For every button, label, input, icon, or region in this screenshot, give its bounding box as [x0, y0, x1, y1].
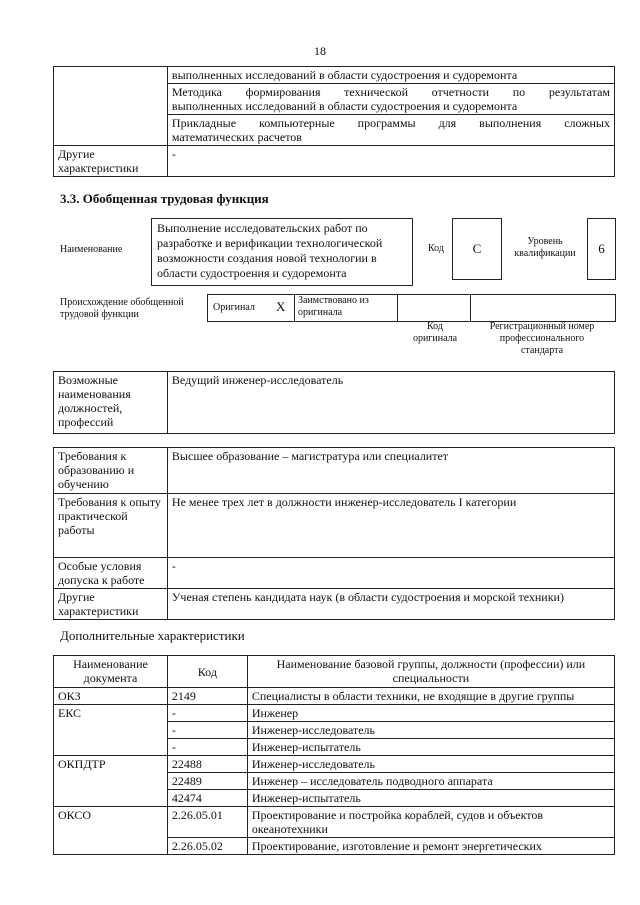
requirement-value: Не менее трех лет в должности инженер-исследователь I категории: [167, 494, 614, 558]
table-cell: [167, 115, 614, 146]
code-label: Код: [428, 243, 444, 254]
code-cell: 2.26.05.02: [167, 838, 247, 855]
doc-cell: ОКЗ: [54, 688, 168, 705]
header-cell: Код: [167, 656, 247, 688]
table-cell: [54, 67, 168, 146]
requirement-value: -: [167, 558, 614, 589]
requirement-label: Особые условия допуска к работе: [54, 558, 168, 589]
table-cell: выполненных исследований в области судостроения и судоремонта: [167, 67, 614, 84]
cell-line: Методика формирования технической отчетности по результатам: [171, 85, 610, 99]
divider: [470, 294, 471, 321]
requirement-value: Ученая степень кандидата наук (в области судостроения и морской техники): [167, 589, 614, 620]
reg-number-caption: Регистрационный номер профессионального стандарта: [489, 321, 595, 356]
name-value: Выполнение исследовательских работ по разработке и верификации технологической возможности создания новой технологии в области судостроения и судоремонта: [151, 218, 413, 286]
code-value: C: [452, 218, 502, 280]
doc-cell: ЕКС: [54, 705, 168, 756]
table-cell: -: [167, 146, 614, 177]
name-label: Наименование: [60, 244, 123, 255]
header-cell: Наименование документа: [54, 656, 168, 688]
doc-cell: ОКПДТР: [54, 756, 168, 807]
code-cell: -: [167, 705, 247, 722]
code-cell: 2.26.05.01: [167, 807, 247, 838]
top-table: [53, 66, 615, 177]
name-cell: Инженер – исследователь подводного аппарата: [247, 773, 614, 790]
code-cell: -: [167, 739, 247, 756]
code-cell: 22488: [167, 756, 247, 773]
code-cell: 22489: [167, 773, 247, 790]
origin-label: Происхождение обобщенной трудовой функции: [60, 297, 184, 320]
requirements-table: [53, 447, 615, 620]
doc-cell: ОКСО: [54, 807, 168, 855]
additional-title: Дополнительные характеристики: [60, 628, 245, 643]
code-cell: 42474: [167, 790, 247, 807]
table-cell: [167, 84, 614, 115]
original-mark: X: [276, 299, 286, 314]
code-original-caption: Код оригинала: [412, 321, 458, 344]
code-cell: -: [167, 722, 247, 739]
cell-line: выполненных исследований в области судостроения и судоремонта: [171, 99, 518, 113]
name-cell: Инженер: [247, 705, 614, 722]
additional-table: [53, 655, 615, 855]
name-cell: Инженер-испытатель: [247, 790, 614, 807]
name-cell: Проектирование, изготовление и ремонт энергетических: [247, 838, 614, 855]
requirement-label: Другие характеристики: [54, 589, 168, 620]
section-title: 3.3. Обобщенная трудовая функция: [60, 191, 269, 206]
table-cell: Другие характеристики: [54, 146, 168, 177]
divider: [397, 294, 398, 321]
borrowed-label: Заимствовано из оригинала: [298, 295, 369, 318]
positions-table: [53, 371, 615, 434]
origin-row: [207, 294, 616, 322]
name-cell: Инженер-испытатель: [247, 739, 614, 756]
cell-line: математических расчетов: [171, 130, 302, 144]
level-value: 6: [587, 218, 616, 280]
level-label: Уровень квалификации: [514, 236, 576, 259]
divider: [294, 294, 295, 321]
requirement-label: Требования к образованию и обучению: [54, 448, 168, 494]
name-cell: Инженер-исследователь: [247, 756, 614, 773]
code-cell: 2149: [167, 688, 247, 705]
name-cell: Проектирование и постройка кораблей, судов и объектов океанотехники: [247, 807, 614, 838]
name-cell: Инженер-исследователь: [247, 722, 614, 739]
header-cell: Наименование базовой группы, должности (профессии) или специальности: [247, 656, 614, 688]
page-number: 18: [314, 44, 326, 58]
original-label: Оригинал: [213, 302, 255, 313]
cell-line: Прикладные компьютерные программы для выполнения сложных: [171, 116, 610, 130]
requirement-label: Требования к опыту практической работы: [54, 494, 168, 558]
positions-label: Возможные наименования должностей, профессий: [54, 372, 168, 434]
requirement-value: Высшее образование – магистратура или специалитет: [167, 448, 614, 494]
name-cell: Специалисты в области техники, не входящие в другие группы: [247, 688, 614, 705]
positions-value: Ведущий инженер-исследователь: [167, 372, 614, 434]
